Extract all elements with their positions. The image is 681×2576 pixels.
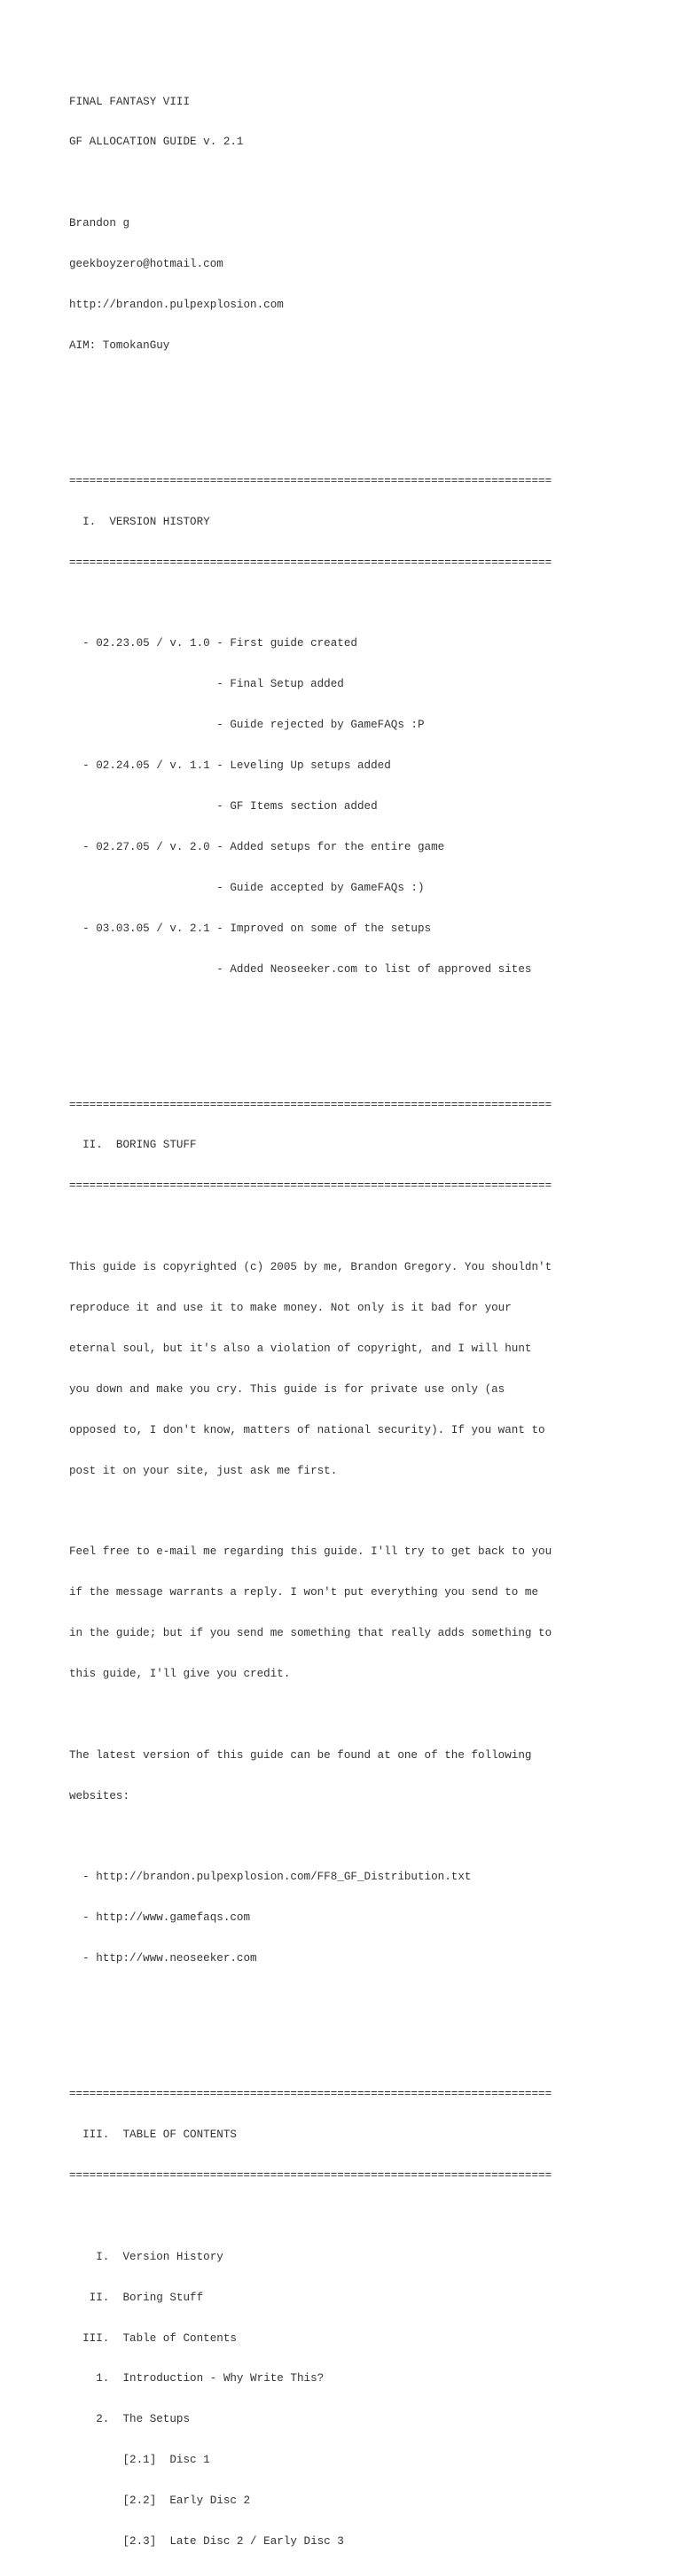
toc-item: [2.2] Early Disc 2 (69, 2494, 251, 2508)
section-heading-version-history: I. VERSION HISTORY (69, 515, 210, 528)
toc-item: 2. The Setups (69, 2413, 191, 2426)
section-divider: ======================================================================== (69, 2088, 552, 2101)
version-history-line: - GF Items section added (69, 800, 378, 813)
blank-line (69, 2034, 552, 2047)
guide-text (69, 68, 552, 2576)
blank-line (69, 421, 552, 434)
paragraph-line: if the message warrants a reply. I won't put everything you send to me (69, 1586, 539, 1599)
version-history-line: - 03.03.05 / v. 2.1 - Improved on some of the setups (69, 922, 432, 935)
toc-item: 1. Introduction - Why Write This? (69, 2372, 325, 2385)
toc-item: II. Boring Stuff (69, 2291, 204, 2304)
doc-title: FINAL FANTASY VIII (69, 95, 191, 108)
author-name: Brandon g (69, 217, 130, 230)
author-website: http://brandon.pulpexplosion.com (69, 299, 284, 312)
blank-line (69, 1220, 552, 1234)
paragraph-line: post it on your site, just ask me first. (69, 1464, 338, 1477)
toc-item: [2.3] Late Disc 2 / Early Disc 3 (69, 2535, 344, 2549)
section-divider: ======================================================================== (69, 474, 552, 487)
paragraph-line: The latest version of this guide can be found at one of the following (69, 1748, 532, 1762)
paragraph-line: eternal soul, but it's also a violation of copyright, and I will hunt (69, 1342, 532, 1355)
site-list-item: - http://brandon.pulpexplosion.com/FF8_GF_Distribution.txt (69, 1871, 472, 1884)
version-history-line: - Guide rejected by GameFAQs :P (69, 719, 425, 732)
version-history-line: - 02.23.05 / v. 1.0 - First guide created (69, 637, 357, 650)
paragraph-line: opposed to, I don't know, matters of national security). If you want to (69, 1423, 545, 1436)
blank-line (69, 1505, 552, 1518)
author-aim: AIM: TomokanGuy (69, 339, 170, 352)
version-history-line: - Added Neoseeker.com to list of approved sites (69, 962, 532, 976)
section-divider: ======================================================================== (69, 1179, 552, 1193)
version-history-line: - 02.27.05 / v. 2.0 - Added setups for the entire game (69, 840, 445, 853)
section-heading-boring-stuff: II. BORING STUFF (69, 1139, 197, 1152)
blank-line (69, 1993, 552, 2006)
section-divider: ======================================================================== (69, 556, 552, 569)
paragraph-line: in the guide; but if you send me something that really adds something to (69, 1627, 552, 1640)
paragraph-line: you down and make you cry. This guide is for private use only (as (69, 1382, 505, 1396)
paragraph-line: This guide is copyrighted (c) 2005 by me, Brandon Gregory. You shouldn't (69, 1261, 552, 1274)
blank-line (69, 1044, 552, 1057)
paragraph-line: reproduce it and use it to make money. Not only is it bad for your (69, 1302, 512, 1315)
version-history-line: - Guide accepted by GameFAQs :) (69, 881, 425, 894)
paragraph-line: Feel free to e-mail me regarding this guide. I'll try to get back to you (69, 1545, 552, 1559)
blank-line (69, 597, 552, 611)
blank-line (69, 1003, 552, 1016)
toc-item: III. Table of Contents (69, 2331, 237, 2345)
blank-line (69, 176, 552, 190)
author-email: geekboyzero@hotmail.com (69, 258, 223, 271)
paragraph-line: websites: (69, 1789, 130, 1802)
blank-line (69, 2210, 552, 2223)
version-history-line: - Final Setup added (69, 678, 344, 691)
paragraph-line: this guide, I'll give you credit. (69, 1668, 291, 1681)
version-history-line: - 02.24.05 / v. 1.1 - Leveling Up setups added (69, 759, 391, 773)
blank-line (69, 380, 552, 393)
blank-line (69, 1708, 552, 1722)
section-heading-table-of-contents: III. TABLE OF CONTENTS (69, 2129, 237, 2142)
blank-line (69, 1831, 552, 1844)
toc-item: [2.1] Disc 1 (69, 2454, 210, 2467)
section-divider: ======================================================================== (69, 2169, 552, 2183)
section-divider: ======================================================================== (69, 1098, 552, 1111)
site-list-item: - http://www.gamefaqs.com (69, 1911, 251, 1925)
toc-item: I. Version History (69, 2250, 223, 2263)
site-list-item: - http://www.neoseeker.com (69, 1952, 257, 1965)
doc-subtitle: GF ALLOCATION GUIDE v. 2.1 (69, 136, 244, 149)
